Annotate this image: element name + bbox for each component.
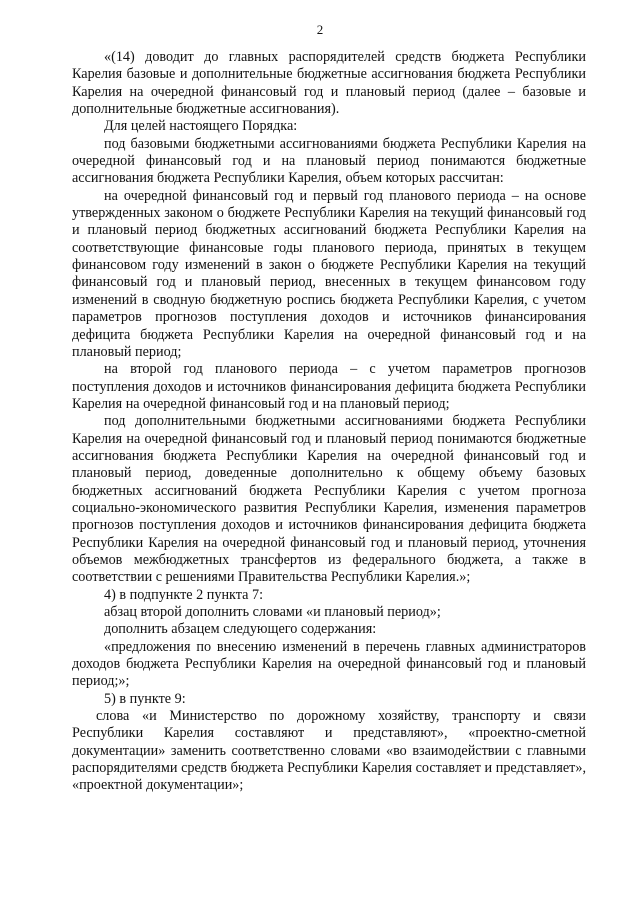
paragraph-purposes: Для целей настоящего Порядка: <box>104 118 298 135</box>
paragraph-amendment-5: 5) в пункте 9: <box>104 690 186 707</box>
paragraph-base-allocations: под базовыми бюджетными ассигнованиями бюджета Республики Карелия на очередной финансовый год и на плановый период понимаются бюджетные ассигнования бюджета Республики Карелия, объем которых рассчитан: <box>72 135 586 187</box>
paragraph-second-abzats: абзац второй дополнить словами «и плановый период»; <box>104 604 441 620</box>
page-number: 2 <box>316 22 324 37</box>
paragraph-second-year: на второй год планового периода – с учетом параметров прогнозов поступления доходов и источников финансирования дефицита бюджета Республики Карелия на очередной финансовый год и на плановый период; <box>72 361 586 412</box>
paragraph-additional-allocations: под дополнительными бюджетными ассигнованиями бюджета Республики Карелия на очередной финансовый год и плановый период понимаются бюджетные ассигнования бюджета Республики Карелия на очередной финансовый год и плановый период, доведенные дополнительно к общему объему базовых бюджетных ассигнований бюджета Республики Карелия с учетом прогноза социально-экономического развития Республики Карелия, изменения параметров прогнозов поступления доходов и источников финансирования дефицита бюджета Республики Карелия на очередной финансовый год и плановый период, уточнения объемов межбюджетных трансфертов из федерального бюджета, а также в соответствии с решениями Правительства Республики Карелия.»; <box>72 413 586 586</box>
paragraph-item-14: «(14) доводит до главных распорядителей средств бюджета Республики Карелия базовые и дополнительные бюджетные ассигнования бюджета Республики Карелия на очередной финансовый год и плановый период (далее – базовые и дополнительные бюджетные ассигнования). <box>72 49 586 118</box>
document-body <box>72 49 586 795</box>
paragraph-proposals: «предложения по внесению изменений в перечень главных администраторов доходов бюджета Республики Карелия на очередной финансовый год и плановый период;»; <box>72 638 586 690</box>
paragraph-add-abzats: дополнить абзацем следующего содержания: <box>104 621 377 638</box>
paragraph-words-replace: слова «и Министерство по дорожному хозяйству, транспорту и связи Республики Карелия составляют и представляют», «проектно-сметной документации» заменить соответственно словами «во взаимодействии с главными распорядителями средств бюджета Республики Карелия составляет и представляет», «проектной документации»; <box>72 708 586 794</box>
paragraph-first-years: на очередной финансовый год и первый год планового периода – на основе утвержденных законом о бюджете Республики Карелия на текущий финансовый год и плановый период бюджетных ассигнований бюджета Республики Карелия на соответствующие финансовые годы планового периода, принятых в текущем финансовом году изменений в закон о бюджете Республики Карелия на текущий финансовый год и плановый период, внесенных в текущем финансовом году изменений в сводную бюджетную роспись бюджета Республики Карелия, с учетом параметров прогнозов поступления доходов и источников финансирования дефицита бюджета Республики Карелия на очередной финансовый год и на плановый период; <box>72 187 586 360</box>
paragraph-amendment-4: 4) в подпункте 2 пункта 7: <box>104 586 264 603</box>
